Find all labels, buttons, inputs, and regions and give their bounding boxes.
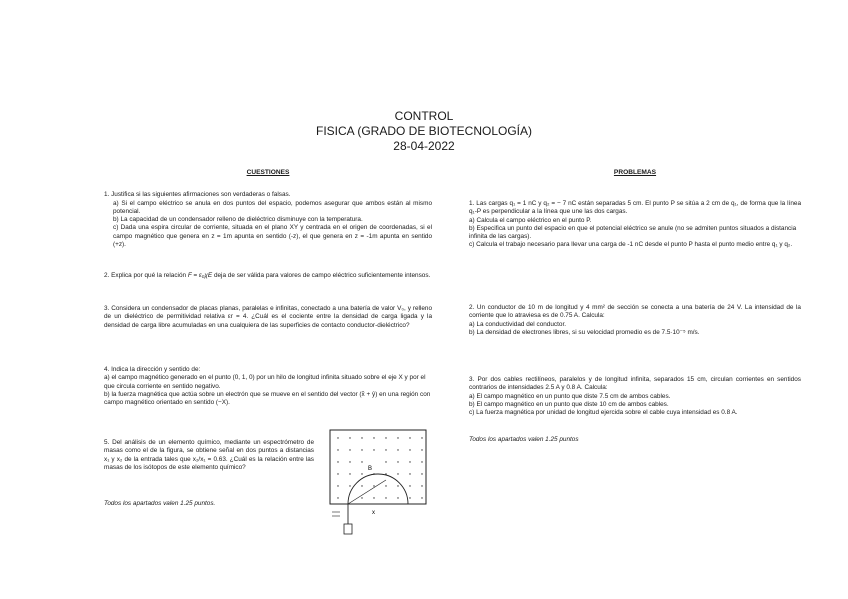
problema-2 <box>469 304 801 337</box>
ion-source <box>344 524 352 534</box>
field-dots <box>337 437 422 498</box>
cuestion-5 <box>104 439 314 472</box>
cuestion-2 <box>104 272 432 280</box>
cuestion-4 <box>104 366 432 407</box>
cuestion-1 <box>104 191 432 249</box>
cuestion-4-b: b) la fuerza magnética que actúa sobre un electrón que se mueve en el sentido del vector (x̂ + ŷ) en una región con campo magnético orientado en sentido (−X). <box>104 390 431 407</box>
ion-trajectory <box>348 474 408 504</box>
problema-2-b: b) La densidad de electrones libres, si su velocidad promedio es de 7.5·10⁻⁵ m/s. <box>469 328 700 336</box>
distance-label-x: x <box>372 510 375 516</box>
cuestion-3-text: 3. Considera un condensador de placas planas, paralelas e infinitas, conectado a una batería de valor V₀, y relleno de un dieléctrico de permitividad relativa εr = 4. ¿Cuál es el cociente entre la densidad de carga ligada y la densidad de carga libre acumuladas en una cualquiera de las superficies de contacto conductor-dieléctrico? <box>104 305 432 329</box>
header-subject: FISICA (GRADO DE BIOTECNOLOGÍA) <box>315 124 533 138</box>
cuestion-5-text: 5. Del análisis de un elemento químico, mediante un espectrómetro de masas como el de la figura, se obtiene señal en dos puntos a distancias x₁ y x₂ de la entrada tales que x₂/x₁ = 0.63. ¿Cuál es la relación entre las masas de los isótopos de este elemento químico? <box>104 439 314 471</box>
problema-3-intro: 3. Por dos cables rectilíneos, paralelos y de longitud infinita, separados 15 cm, circulan corrientes en sentidos contrarios de intensidades 2.5 A y 0.8 A. Calcula: <box>469 376 801 392</box>
problema-1-intro: 1. Las cargas q₁ = 1 nC y q₂ = − 7 nC están separadas 5 cm. El punto P se sitúa a 2 cm de q₁, de forma que la línea q₁-P es perpendicular a la línea que une las dos cargas. <box>469 200 801 216</box>
cuestiones-column <box>104 169 432 249</box>
problema-1-b: b) Especifica un punto del espacio en que el potencial eléctrico se anule (no se admiten puntos situados a distancia infinita de las cargas). <box>469 224 797 241</box>
cuestion-2-part2: deja de ser válida para valores de campo eléctrico suficientemente intensos. <box>213 272 431 279</box>
header-date: 28-04-2022 <box>393 139 455 153</box>
problema-1-c: c) Calcula el trabajo necesario para llevar una carga de -1 nC desde el punto P hasta el punto medio entre q₁ y q₂. <box>469 241 793 249</box>
problema-1-a: a) Calcula el campo eléctrico en el punto P. <box>469 216 592 224</box>
problemas-column <box>469 169 801 194</box>
field-label-b: B <box>368 466 373 472</box>
spectrometer-diagram <box>328 428 428 538</box>
problema-2-intro: 2. Un conductor de 10 m de longitud y 4 mm² de sección se conecta a una batería de 24 V. La intensidad de la corriente que lo atraviesa es de 0.75 A. Calcula: <box>469 304 801 320</box>
problema-2-a: a) La conductividad del conductor. <box>469 320 566 328</box>
problemas-note: Todos los apartados valen 1.25 puntos <box>469 436 579 443</box>
mass-spectrometer-figure <box>328 428 428 538</box>
cuestiones-title: CUESTIONES <box>246 169 290 176</box>
cuestion-1-a: a) Si el campo eléctrico se anula en dos puntos del espacio, podemos asegurar que ambos están al mismo potencial. <box>113 199 432 215</box>
field-region <box>330 430 426 504</box>
cuestion-1-intro: 1. Justifica si las siguientes afirmaciones son verdaderas o falsas. <box>104 191 291 199</box>
cuestiones-note: Todos los apartados valen 1.25 puntos. <box>104 500 216 507</box>
cuestion-2-formula: F = ε₀χE <box>187 272 213 279</box>
radius-line <box>348 480 386 504</box>
cuestion-1-b: b) La capacidad de un condensador relleno de dieléctrico disminuye con la temperatura. <box>113 216 363 224</box>
document-header <box>0 109 848 154</box>
header-title: CONTROL <box>394 109 454 123</box>
cuestion-2-part1: 2. Explica por qué la relación <box>104 272 187 279</box>
cuestion-3 <box>104 305 432 330</box>
problema-1 <box>469 200 801 250</box>
problema-3-c: c) La fuerza magnética por unidad de longitud ejercida sobre el cable cuya intensidad es 0.8 A. <box>469 409 738 417</box>
cuestion-4-a: a) el campo magnético generado en el punto (0, 1, 0) por un hilo de longitud infinita situado sobre el eje X y por el que circula corriente en sentido negativo. <box>104 374 426 390</box>
problemas-title: PROBLEMAS <box>613 169 657 176</box>
cuestion-4-intro: 4. Indica la dirección y sentido de: <box>104 366 201 373</box>
problema-3-a: a) El campo magnético en un punto que diste 7.5 cm de ambos cables. <box>469 392 671 400</box>
problema-3-b: b) El campo magnético en un punto que diste 10 cm de ambos cables. <box>469 400 669 408</box>
cuestion-1-c: c) Dada una espira circular de corriente, situada en el plano XY y centrada en el origen de coordenadas, si el campo magnético que genera en z = 1m apunta en sentido (-z), el que genera en z = -1m apunta en sentido (+z). <box>113 224 432 249</box>
problema-3 <box>469 376 801 417</box>
